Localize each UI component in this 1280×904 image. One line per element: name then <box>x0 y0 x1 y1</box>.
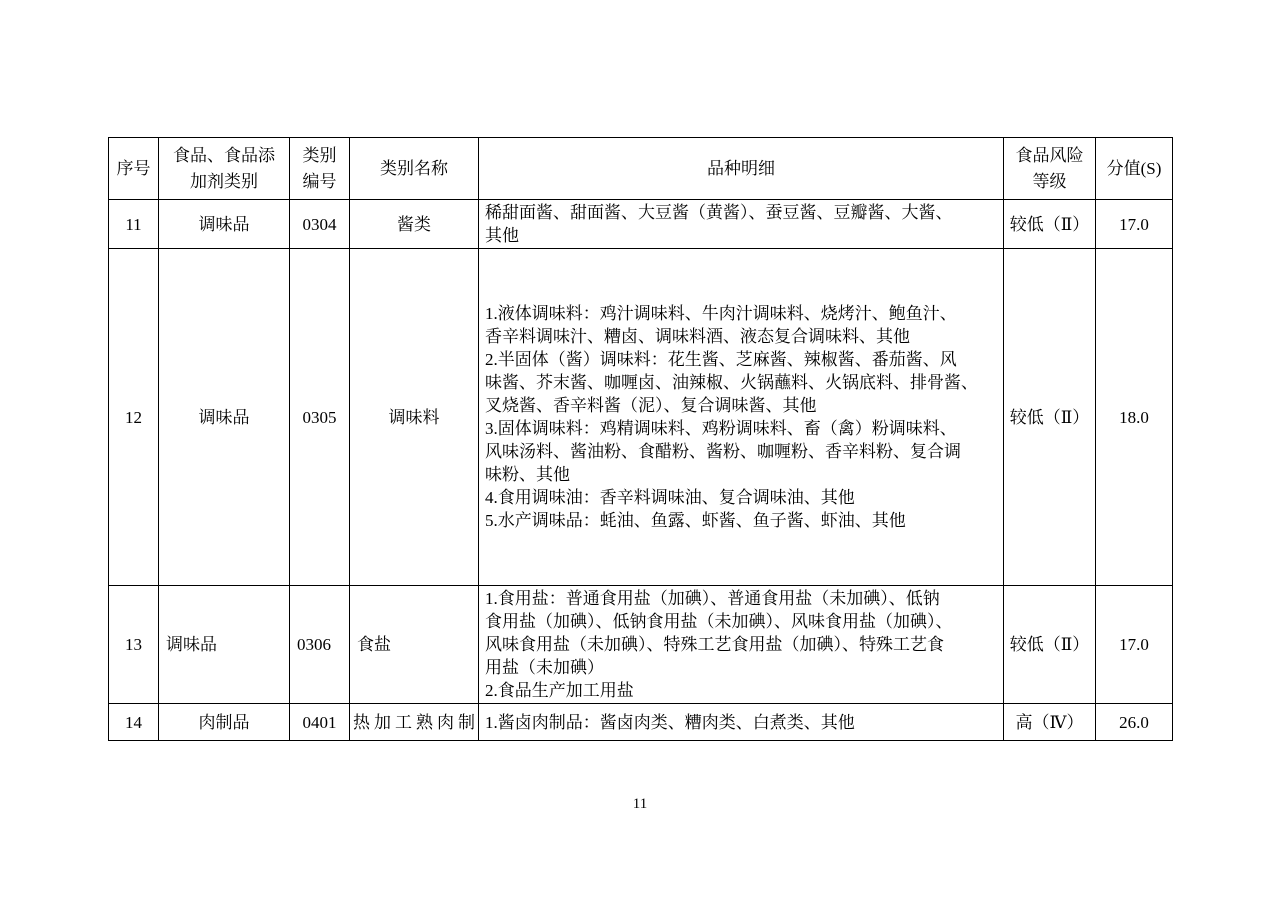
category-cell: 调味品 <box>159 200 290 249</box>
header-seq: 序号 <box>109 138 159 200</box>
score-cell: 18.0 <box>1096 249 1173 586</box>
header-score: 分值(S) <box>1096 138 1173 200</box>
header-details: 品种明细 <box>479 138 1004 200</box>
food-risk-classification-table <box>108 137 1173 741</box>
score-cell: 17.0 <box>1096 200 1173 249</box>
name-cell: 热加工熟肉制 <box>350 704 479 741</box>
category-cell: 肉制品 <box>159 704 290 741</box>
seq-cell: 14 <box>109 704 159 741</box>
table-row <box>109 200 1173 249</box>
code-cell: 0304 <box>290 200 350 249</box>
code-cell: 0401 <box>290 704 350 741</box>
table-row <box>109 704 1173 741</box>
table-row <box>109 586 1173 704</box>
name-cell: 调味料 <box>350 249 479 586</box>
header-risk: 食品风险 等级 <box>1004 138 1096 200</box>
name-cell: 食盐 <box>350 586 479 704</box>
table-row <box>109 249 1173 586</box>
category-cell: 调味品 <box>159 249 290 586</box>
risk-cell: 较低（Ⅱ） <box>1004 586 1096 704</box>
details-cell: 1.食用盐：普通食用盐（加碘）、普通食用盐（未加碘）、低钠 食用盐（加碘）、低钠食用盐（未加碘）、风味食用盐（加碘）、 风味食用盐（未加碘）、特殊工艺食用盐（加碘）、特殊工艺食 用盐（未加碘） 2.食品生产加工用盐 <box>479 586 1004 704</box>
details-cell: 稀甜面酱、甜面酱、大豆酱（黄酱）、蚕豆酱、豆瓣酱、大酱、 其他 <box>479 200 1004 249</box>
table-header-row <box>109 138 1173 200</box>
score-cell: 26.0 <box>1096 704 1173 741</box>
code-cell: 0306 <box>290 586 350 704</box>
header-name: 类别名称 <box>350 138 479 200</box>
seq-cell: 13 <box>109 586 159 704</box>
seq-cell: 11 <box>109 200 159 249</box>
details-cell: 1.酱卤肉制品：酱卤肉类、糟肉类、白煮类、其他 <box>479 704 1004 741</box>
seq-cell: 12 <box>109 249 159 586</box>
header-category: 食品、食品添 加剂类别 <box>159 138 290 200</box>
risk-cell: 较低（Ⅱ） <box>1004 249 1096 586</box>
risk-cell: 高（Ⅳ） <box>1004 704 1096 741</box>
header-code: 类别 编号 <box>290 138 350 200</box>
code-cell: 0305 <box>290 249 350 586</box>
page-number: 11 <box>632 796 648 812</box>
category-cell: 调味品 <box>159 586 290 704</box>
risk-cell: 较低（Ⅱ） <box>1004 200 1096 249</box>
details-cell: 1.液体调味料：鸡汁调味料、牛肉汁调味料、烧烤汁、鲍鱼汁、 香辛料调味汁、糟卤、调味料酒、液态复合调味料、其他 2.半固体（酱）调味料：花生酱、芝麻酱、辣椒酱、番茄酱、风 味酱、芥末酱、咖喱卤、油辣椒、火锅蘸料、火锅底料、排骨酱、 叉烧酱、香辛料酱（泥）、复合调味酱、其他 3.固体调味料：鸡精调味料、鸡粉调味料、畜（禽）粉调味料、 风味汤料、酱油粉、食醋粉、酱粉、咖喱粉、香辛料粉、复合调 味粉、其他 4.食用调味油：香辛料调味油、复合调味油、其他 5.水产调味品：蚝油、鱼露、虾酱、鱼子酱、虾油、其他 <box>479 249 1004 586</box>
name-cell: 酱类 <box>350 200 479 249</box>
score-cell: 17.0 <box>1096 586 1173 704</box>
